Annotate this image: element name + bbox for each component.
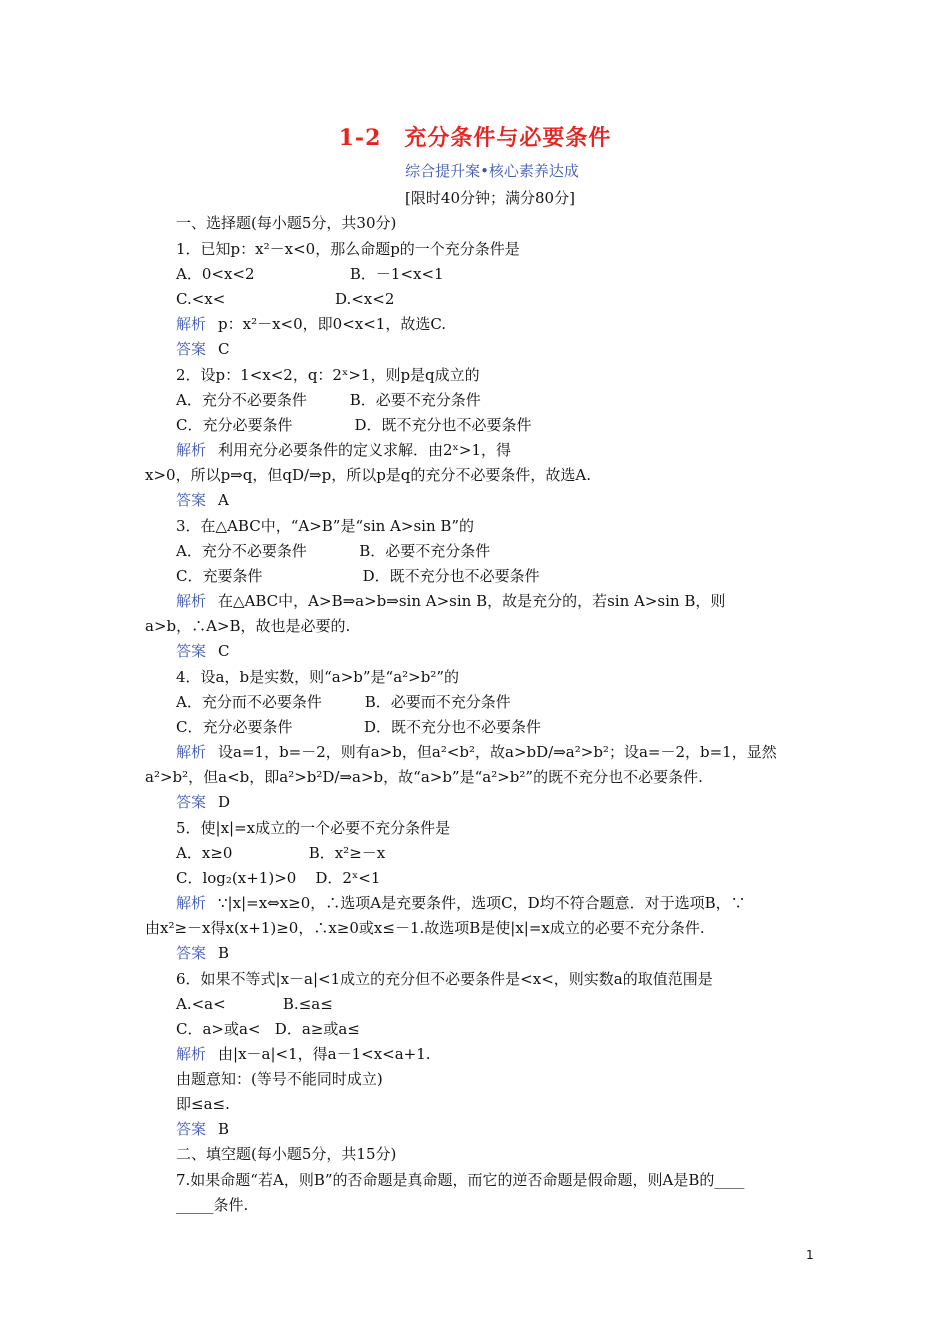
answer-label: 答案 [176, 944, 207, 962]
text-line [176, 1020, 360, 1038]
line-text: 由x²≥－x得x(x+1)≥0，∴x≥0或x≤－1.故选项B是使|x|=x成立的必要不充分条件. [145, 919, 705, 937]
text-line [176, 290, 394, 308]
line-text: C．a>或a< D．a≥或a≤ [176, 1020, 360, 1038]
line-text: 设a=1，b=－2，则有a>b，但a²<b²，故a>bD/⇒a²>b²；设a=－2，b=1，显然 [218, 743, 777, 761]
text-line [176, 542, 490, 560]
text-line [176, 1196, 248, 1214]
text-line [176, 1145, 396, 1163]
line-text: C．充分必要条件 D．既不充分也不必要条件 [176, 718, 542, 736]
text-line [176, 567, 540, 585]
line-text: C．充要条件 D．既不充分也不必要条件 [176, 567, 540, 585]
line-text: 2．设p：1<x<2，q：2ˣ>1，则p是q成立的 [176, 366, 480, 384]
page-title: 1-2 充分条件与必要条件 [338, 125, 612, 151]
line-text: 即≤a≤. [176, 1095, 230, 1113]
line-text: 4．设a，b是实数，则“a>b”是“a²>b²”的 [176, 668, 460, 686]
text-line [176, 844, 385, 862]
line-text: 在△ABC中，A>B⇒a>b⇒sin A>sin B，故是充分的，若sin A>sin B，则 [218, 592, 726, 610]
line-text: 1．已知p：x²－x<0，那么命题p的一个充分条件是 [176, 240, 520, 258]
analysis-label: 解析 [176, 441, 207, 459]
line-text: 由|x－a|<1，得a－1<x<a+1. [218, 1045, 431, 1063]
text-line [176, 366, 480, 384]
text-line [176, 340, 230, 358]
line-text: 利用充分必要条件的定义求解．由2ˣ>1，得 [218, 441, 512, 459]
text-line [176, 1095, 230, 1113]
line-text: 3．在△ABC中，“A>B”是“sin A>sin B”的 [176, 517, 475, 535]
text-line [176, 592, 725, 610]
text-line [176, 718, 541, 736]
line-text: a²>b²，但a<b，即a²>b²D/⇒a>b，故“a>b”是“a²>b²”的既不充分也不必要条件. [145, 768, 703, 786]
page-number: 1 [806, 1248, 814, 1262]
text-line [176, 869, 380, 887]
line-text: B [218, 1120, 230, 1138]
line-text: A．0<x<2 B．－1<x<1 [176, 265, 444, 283]
text-line [176, 315, 446, 333]
line-text: C [218, 642, 230, 660]
text-line [145, 466, 591, 484]
text-line [145, 617, 350, 635]
text-line [176, 995, 333, 1013]
line-text: C．log₂(x+1)>0 D．2ˣ<1 [176, 869, 381, 887]
text-line [176, 970, 713, 988]
answer-label: 答案 [176, 642, 207, 660]
analysis-label: 解析 [176, 592, 207, 610]
answer-label: 答案 [176, 491, 207, 509]
text-line [176, 894, 746, 912]
line-text: 二、填空题(每小题5分，共15分) [176, 1145, 397, 1163]
analysis-label: 解析 [176, 894, 207, 912]
line-text: C.<x< D.<x<2 [176, 290, 395, 308]
analysis-label: 解析 [176, 315, 207, 333]
line-text: A.<a< B.≤a≤ [176, 995, 333, 1013]
line-text: B [218, 944, 230, 962]
line-text: ∵|x|=x⇔x≥0，∴选项A是充要条件，选项C，D均不符合题意．对于选项B，∵ [218, 894, 746, 912]
line-text: 由题意知：(等号不能同时成立) [176, 1070, 383, 1088]
analysis-label: 解析 [176, 1045, 207, 1063]
line-text: A [218, 491, 229, 509]
line-text: A．充分不必要条件 B．必要不充分条件 [176, 542, 491, 560]
text-line [176, 391, 481, 409]
text-line [145, 768, 703, 786]
text-line [176, 441, 511, 459]
text-line [176, 819, 450, 837]
text-line [176, 214, 396, 232]
text-line [176, 265, 444, 283]
line-text: A．充分而不必要条件 B．必要而不充分条件 [176, 693, 511, 711]
text-line [176, 793, 230, 811]
text-line [176, 1070, 383, 1088]
answer-label: 答案 [176, 793, 207, 811]
line-text: C [218, 340, 230, 358]
text-line [176, 693, 511, 711]
text-line [176, 668, 459, 686]
line-text: 5．使|x|=x成立的一个必要不充分条件是 [176, 819, 451, 837]
text-line [176, 642, 230, 660]
text-line [176, 944, 229, 962]
line-text: A．充分不必要条件 B．必要不充分条件 [176, 391, 481, 409]
text-line [176, 1120, 229, 1138]
text-line [176, 1045, 431, 1063]
line-text: 7.如果命题“若A，则B”的否命题是真命题，而它的逆否命题是假命题，则A是B的____ [176, 1171, 745, 1189]
line-text: p：x²－x<0，即0<x<1，故选C. [218, 315, 447, 333]
line-text: 6．如果不等式|x－a|<1成立的充分但不必要条件是<x<，则实数a的取值范围是 [176, 970, 713, 988]
text-line [176, 743, 777, 761]
answer-label: 答案 [176, 340, 207, 358]
line-text: a>b，∴A>B，故也是必要的. [145, 617, 351, 635]
analysis-label: 解析 [176, 743, 207, 761]
text-line [176, 1171, 744, 1189]
text-line [176, 491, 229, 509]
text-line [145, 919, 705, 937]
line-text: D [218, 793, 231, 811]
line-text: C．充分必要条件 D．既不充分也不必要条件 [176, 416, 532, 434]
line-text: _____条件. [176, 1196, 249, 1214]
line-text: A．x≥0 B．x²≥－x [176, 844, 386, 862]
text-line [176, 416, 532, 434]
page-subtitle: 综合提升案•核心素养达成 [405, 162, 579, 180]
answer-label: 答案 [176, 1120, 207, 1138]
text-line [176, 517, 474, 535]
time-limit: [限时40分钟；满分80分] [405, 189, 575, 207]
text-line [176, 240, 520, 258]
line-text: 一、选择题(每小题5分，共30分) [176, 214, 397, 232]
line-text: x>0，所以p⇒q，但qD/⇒p，所以p是q的充分不必要条件，故选A. [145, 466, 592, 484]
